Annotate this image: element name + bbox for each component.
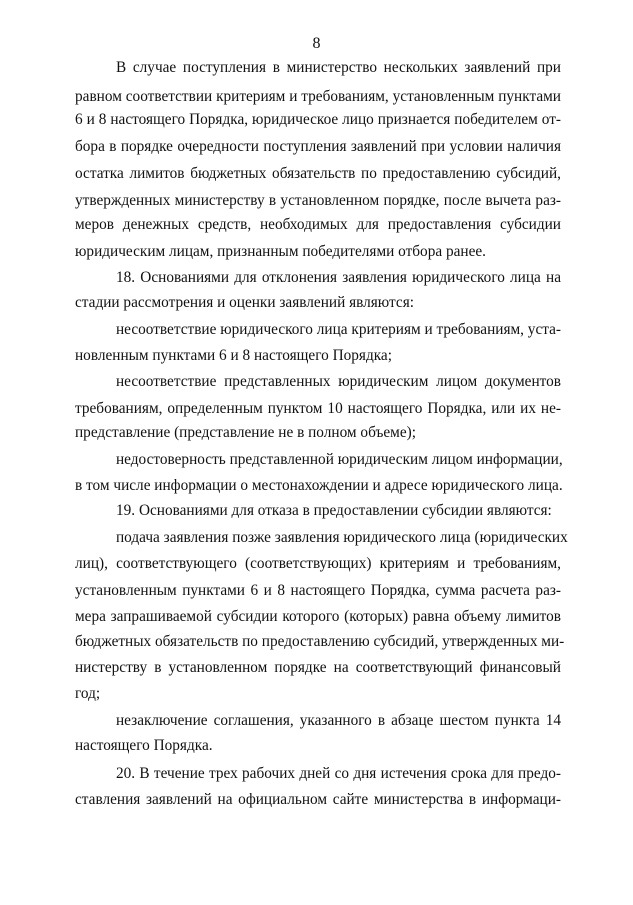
text-line: ставления заявлений на официальном сайте министерства в информаци-	[75, 791, 561, 808]
text-line: 18. Основаниями для отклонения заявления юридического лица на	[116, 269, 561, 286]
text-line: утвержденных министерству в установленном порядке, после вычета раз-	[75, 192, 561, 209]
text-line: В случае поступления в министерство нескольких заявлений при	[116, 59, 561, 76]
text-line: подача заявления позже заявления юридического лица (юридических	[116, 529, 568, 546]
text-line: 6 и 8 настоящего Порядка, юридическое лицо признается победителем от-	[75, 111, 561, 128]
text-line: бюджетных обязательств по предоставлению субсидий, утвержденных ми-	[75, 633, 565, 650]
text-line: лиц), соответствующего (соответствующих) критериям и требованиям,	[75, 555, 561, 572]
text-line: юридическим лицам, признанным победителями отбора ранее.	[75, 243, 486, 260]
text-line: несоответствие представленных юридическим лицом документов	[116, 373, 561, 390]
text-line: установленным пунктами 6 и 8 настоящего Порядка, сумма расчета раз-	[75, 582, 561, 599]
text-line: требованиям, определенным пунктом 10 настоящего Порядка, или их не-	[75, 400, 561, 417]
text-line: равном соответствии критериям и требованиям, установленным пунктами	[75, 88, 561, 105]
text-line: нистерству в установленном порядке на соответствующий финансовый	[75, 659, 561, 676]
text-line: несоответствие юридического лица критериям и требованиям, уста-	[116, 321, 561, 338]
text-line: меров денежных средств, необходимых для предоставления субсидии	[75, 216, 561, 233]
text-line: мера запрашиваемой субсидии которого (которых) равна объему лимитов	[75, 608, 561, 625]
text-line: год;	[75, 685, 101, 702]
page-number: 8	[312, 35, 321, 52]
text-line: представление (представление не в полном объеме);	[75, 424, 416, 441]
text-line: в том числе информации о местонахождении и адресе юридического лица.	[75, 477, 563, 494]
text-line: 19. Основаниями для отказа в предоставлении субсидии являются:	[116, 502, 552, 519]
text-line: стадии рассмотрения и оценки заявлений являются:	[75, 294, 414, 311]
text-line: новленным пунктами 6 и 8 настоящего Порядка;	[75, 347, 392, 364]
text-line: бора в порядке очередности поступления заявлений при условии наличия	[75, 138, 561, 155]
text-line: остатка лимитов бюджетных обязательств по предоставлению субсидий,	[75, 165, 561, 182]
text-line: недостоверность представленной юридическим лицом информации,	[116, 451, 563, 468]
text-line: 20. В течение трех рабочих дней со дня истечения срока для предо-	[116, 765, 561, 782]
text-line: незаключение соглашения, указанного в абзаце шестом пункта 14	[116, 712, 561, 729]
text-line: настоящего Порядка.	[75, 737, 213, 754]
